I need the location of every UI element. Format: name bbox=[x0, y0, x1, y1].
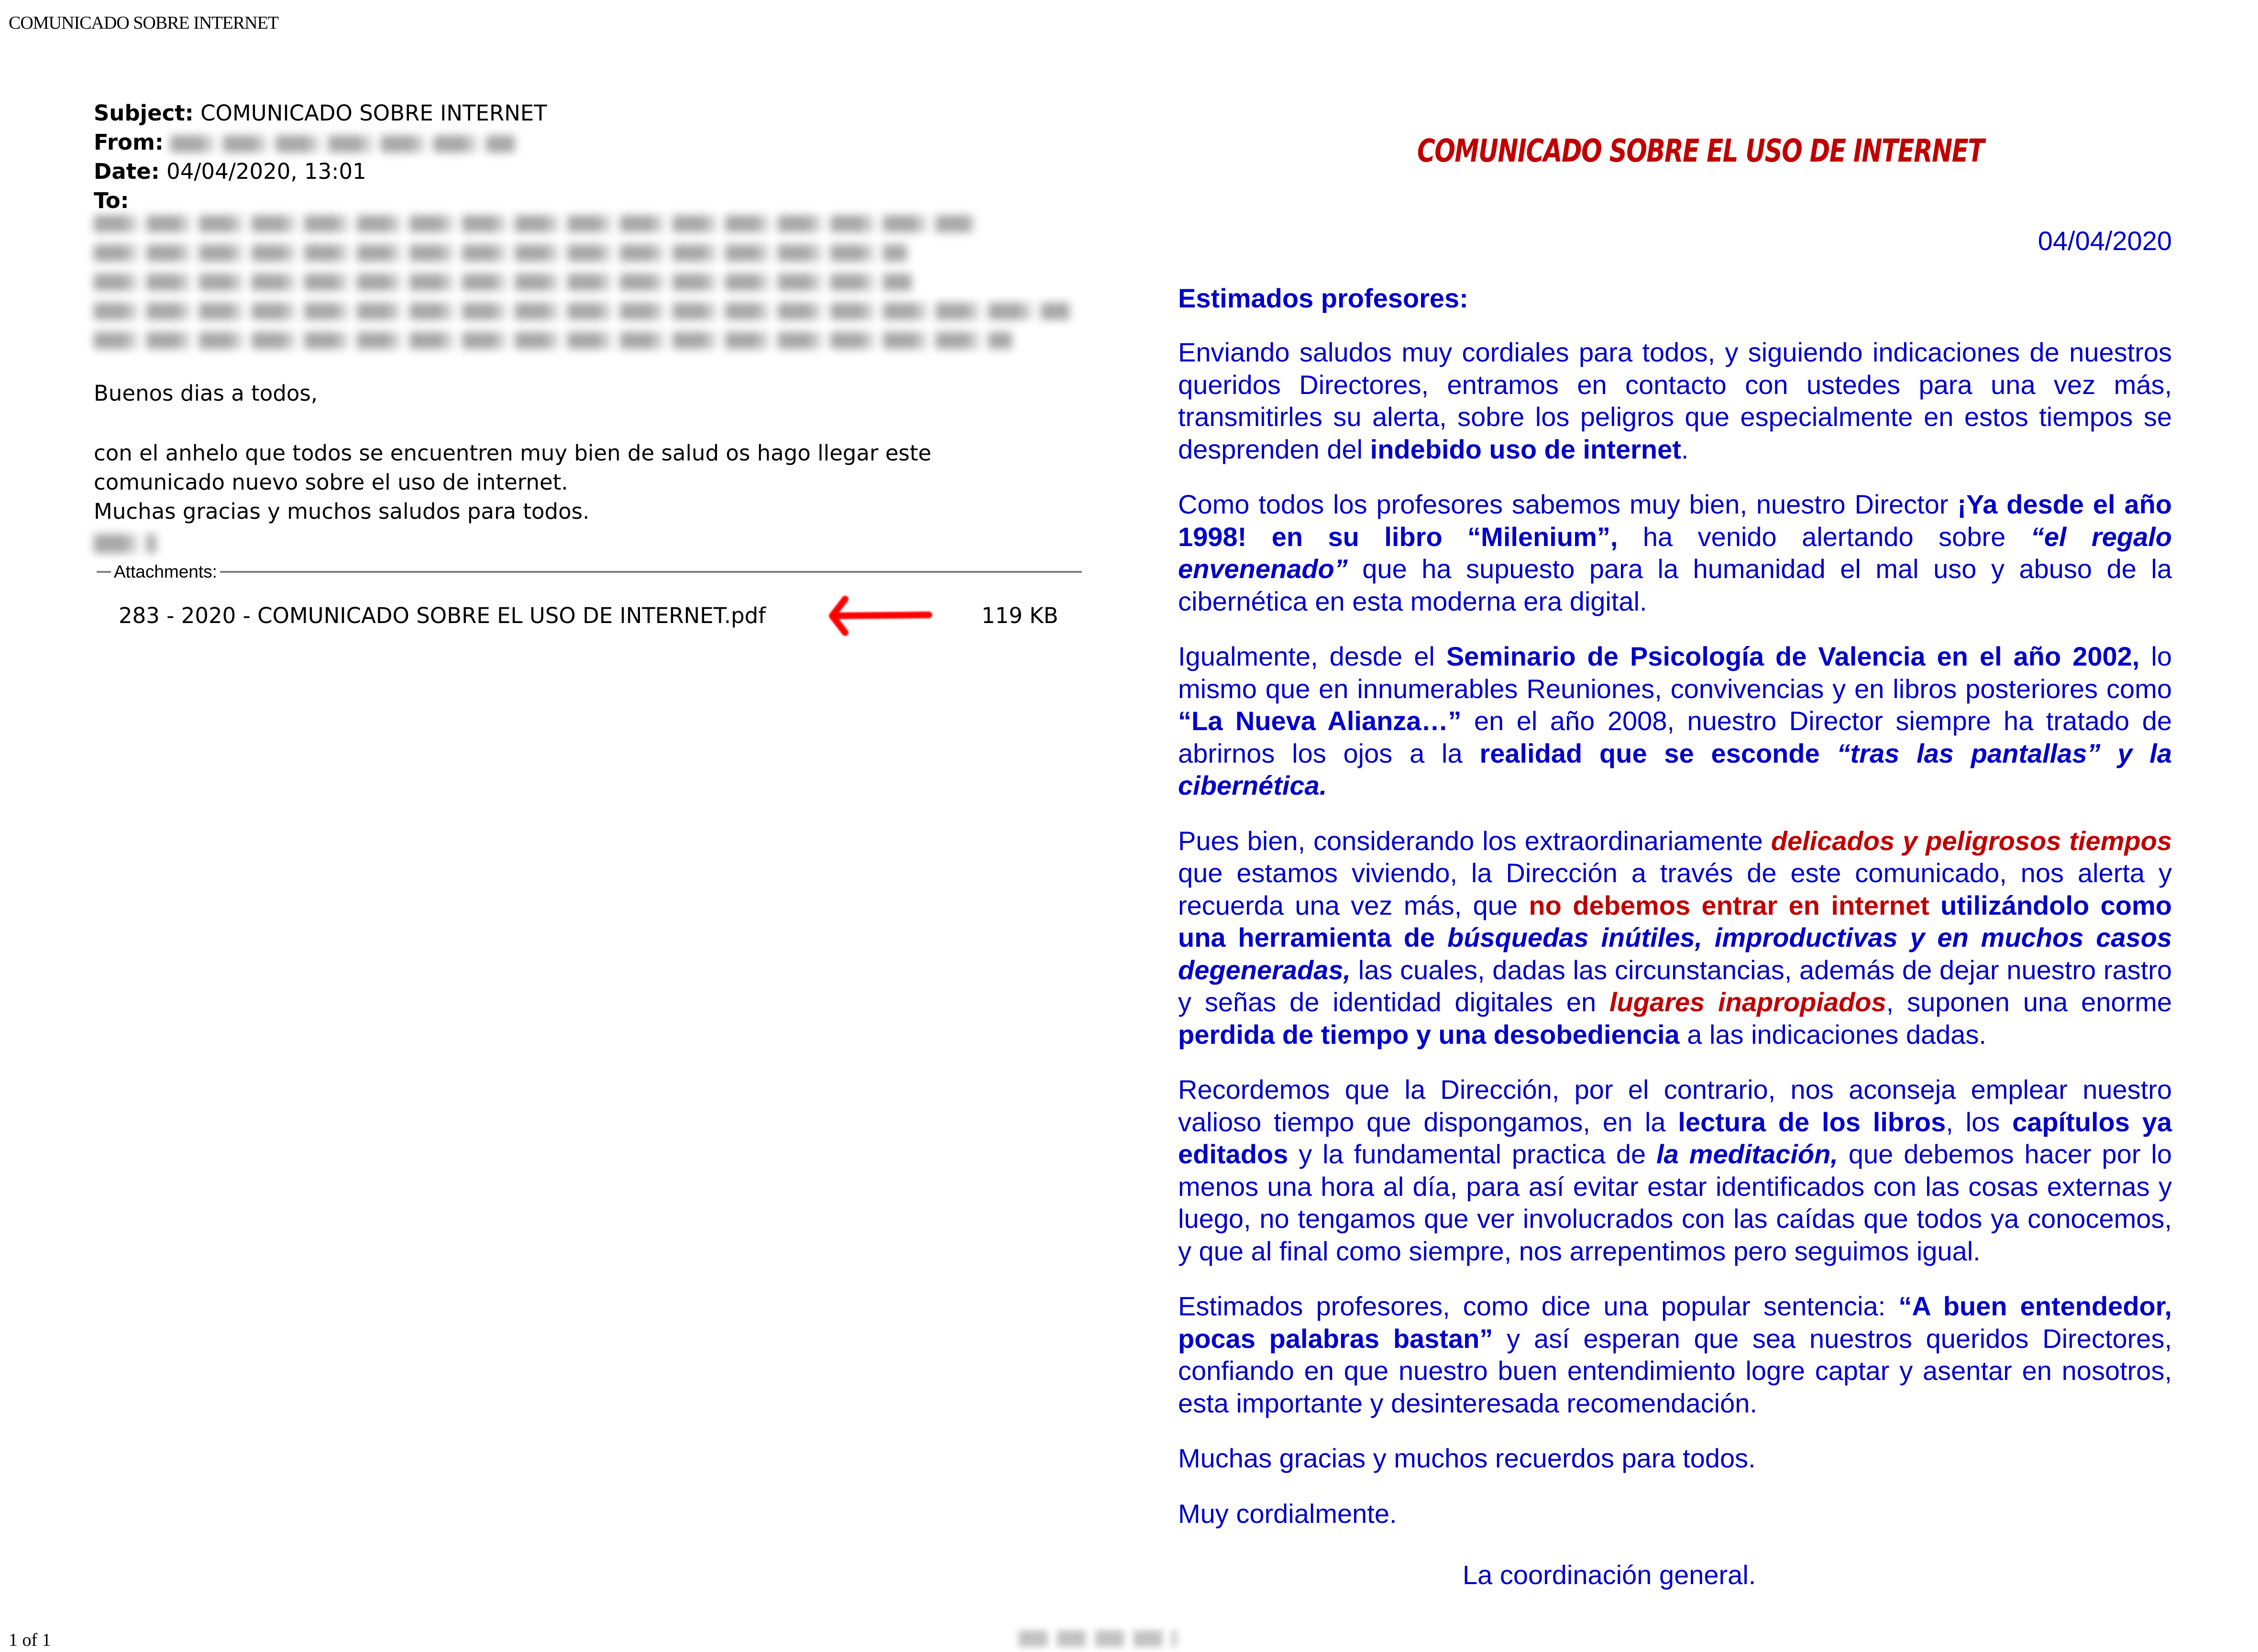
letter-closing: Muy cordialmente. bbox=[1178, 1498, 1397, 1529]
redacted-recipients-line bbox=[94, 274, 912, 291]
letter-signoff: La coordinación general. bbox=[1463, 1560, 1756, 1590]
redacted-signature bbox=[94, 534, 156, 553]
letter-paragraph-4: Pues bien, considerando los extraordinariamente delicados y peligrosos tiempos que estamos viviendo, la Dirección a través de este comunicado, nos alerta y recuerda una vez más, que no debemos entrar en internet utilizándolo como una herramienta de búsquedas inútiles, improductivas y en muchos casos degeneradas, las cuales, dadas las circunstancias, además de dejar nuestro rastro y señas de identidad digitales en lugares inapropiados, suponen una enorme perdida de tiempo y una desobediencia a las indicaciones dadas. bbox=[1178, 825, 2172, 1050]
attachments-label: Attachments: bbox=[114, 562, 217, 581]
letter-date: 04/04/2020 bbox=[2038, 226, 2172, 256]
divider bbox=[97, 571, 111, 573]
date-value: 04/04/2020, 13:01 bbox=[166, 159, 366, 184]
letter-paragraph-2: Como todos los profesores sabemos muy bien, nuestro Director ¡Ya desde el año 1998! en su libro “Milenium”, ha venido alertando sobre “el regalo envenenado” que ha supuesto para la humanidad el mal uso y abuso de la cibernética en esta moderna era digital. bbox=[1178, 489, 2172, 616]
email-greeting: Buenos dias a todos, bbox=[94, 381, 318, 406]
from-row bbox=[94, 128, 1089, 157]
email-message bbox=[94, 98, 1089, 555]
print-header-title: COMUNICADO SOBRE INTERNET bbox=[9, 13, 278, 33]
from-label: From: bbox=[94, 130, 164, 155]
email-body bbox=[94, 379, 1089, 555]
redacted-print-timestamp bbox=[1019, 1630, 1177, 1647]
letter-body bbox=[1178, 336, 2172, 1553]
letter-salutation: Estimados profesores: bbox=[1178, 283, 1468, 313]
redacted-recipients-line bbox=[94, 332, 1012, 349]
redacted-recipients-line bbox=[94, 244, 907, 262]
letter-thanks: Muchas gracias y muchos recuerdos para todos. bbox=[1178, 1443, 1756, 1473]
redacted-recipients-line bbox=[94, 303, 1069, 320]
date-row bbox=[94, 157, 1089, 186]
letter-paragraph-6: Estimados profesores, como dice una popular sentencia: “A buen entendedor, pocas palabras bastan” y así esperan que sea nuestros queridos Directores, confiando en que nuestro buen entendimiento logre captar y asentar en nosotros, esta importante y desinteresada recomendación. bbox=[1178, 1291, 2172, 1418]
email-body-line: comunicado nuevo sobre el uso de internet. bbox=[94, 470, 568, 495]
subject-row bbox=[94, 98, 1089, 128]
email-body-line: con el anhelo que todos se encuentren muy bien de salud os hago llegar este bbox=[94, 440, 932, 466]
redacted-recipients-line bbox=[94, 215, 974, 232]
page-indicator: 1 of 1 bbox=[9, 1630, 51, 1650]
attachment-item[interactable] bbox=[97, 603, 1082, 636]
attachments-section bbox=[97, 562, 1082, 636]
date-label: Date: bbox=[94, 159, 160, 184]
redacted-sender bbox=[170, 135, 515, 153]
letter-paragraph-3: Igualmente, desde el Seminario de Psicología de Valencia en el año 2002, lo mismo que en innumerables Reuniones, convivencias y en libros posteriores como “La Nueva Alianza…” en el año 2008, nuestro Director siempre ha tratado de abrirnos los ojos a la realidad que se esconde “tras las pantallas” y la cibernética. bbox=[1178, 641, 2172, 800]
subject-value: COMUNICADO SOBRE INTERNET bbox=[200, 100, 547, 126]
email-body-line: Muchas gracias y muchos saludos para todos. bbox=[94, 499, 590, 524]
divider bbox=[220, 571, 1082, 573]
attachments-header bbox=[97, 562, 1082, 582]
to-label: To: bbox=[94, 188, 129, 213]
attachment-filename[interactable]: 283 - 2020 - COMUNICADO SOBRE EL USO DE INTERNET.pdf bbox=[119, 603, 766, 628]
letter-paragraph-1: Enviando saludos muy cordiales para todos, y siguiendo indicaciones de nuestros queridos Directores, entramos en contacto con ustedes para una vez más, transmitirles su alerta, sobre los peligros que especialmente en estos tiempos se desprenden del indebido uso de internet. bbox=[1178, 337, 2172, 464]
subject-label: Subject: bbox=[94, 100, 194, 126]
letter-paragraph-5: Recordemos que la Dirección, por el contrario, nos aconseja emplear nuestro valioso tiempo que dispongamos, en la lectura de los libros, los capítulos ya editados y la fundamental practica de la meditación, que debemos hacer por lo menos una hora al día, para así evitar estar identificados con las cosas externas y luego, no tengamos que ver involucrados con las caídas que todos ya conocemos, y que al final como siempre, nos arrepentimos pero seguimos igual. bbox=[1178, 1074, 2172, 1266]
to-row bbox=[94, 186, 1089, 349]
letter-title: COMUNICADO SOBRE EL USO DE INTERNET bbox=[1417, 132, 1984, 169]
attachment-size: 119 KB bbox=[981, 603, 1058, 628]
red-arrow-annotation-icon bbox=[824, 593, 938, 636]
